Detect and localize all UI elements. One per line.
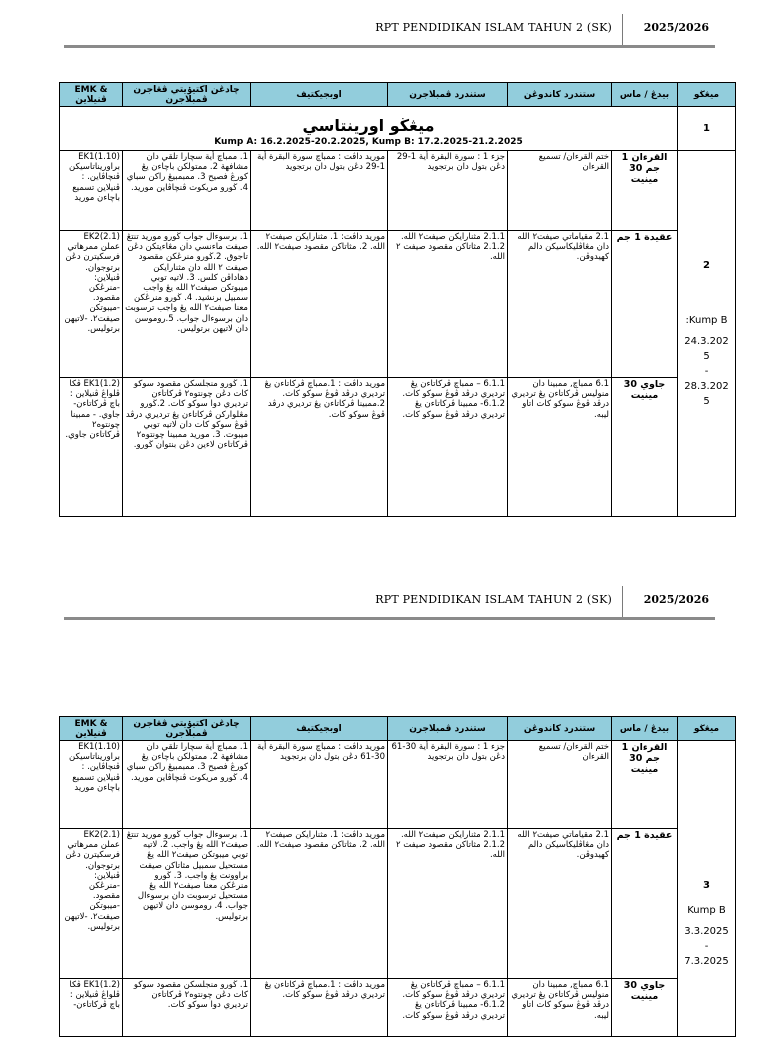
emk-cell: EK1(1.10) براوريناتاسيکن ڤنچاڤاين. : ڤنيلاين تسميع باچاءن موريد	[60, 741, 123, 829]
aktiviti-cell: 1. برسوءال جواب ڬورو موريد تنتڠ صيفت ماءنسي دان مڠاءيتکن دڠن تاجوق. 2.ڬورو منرڠکن مقصود صيفت ٢ الله دان مثنارايکن دهاداڤن کلس. 3. لاتيه توبي ميبوتکن صيفت٢ الله يڠ واجب سمبيل برنشيد. 4. ڬورو منرڠکن معنا صيفت٢ الله يڠ واجب ترسوبت دان برسوءال جواب. 5.روموسن دان لاتيهن برتوليس.	[123, 231, 251, 378]
academic-year: 2025/2026	[643, 21, 709, 34]
week-date: 28.3.202	[684, 381, 729, 392]
sk-cell: ختم القرءان/ تسميع القرءان	[508, 741, 612, 829]
orientation-title: ميڠڬو اورينتاسي	[302, 116, 435, 135]
week-group: :Kump B	[685, 315, 728, 326]
rpt-table	[59, 82, 736, 517]
objektif-cell: موريد داڤت : 1.ممباچ ڤرکاتاءن يڠ ترديري درڤد ڤوڠ سوکو کات.	[251, 979, 388, 1037]
table-row	[60, 979, 736, 1037]
bidang-cell: القرءان 1 جم 30 مينيت	[612, 151, 678, 231]
week-date: 7.3.2025	[684, 956, 729, 967]
bidang-cell: جاوي 30 مينيت	[612, 979, 678, 1037]
week-date-sep: -	[704, 366, 709, 377]
header-rule	[64, 617, 715, 620]
col-header-emk: EMK & ڤنيلاين	[60, 83, 123, 107]
sp-cell: جزء 1 : سورة البقرة أية 30-61 دڠن بتول دان برتجويد	[388, 741, 508, 829]
bidang-cell: عقيدة 1 جم	[612, 231, 678, 378]
week-cell	[678, 151, 736, 517]
header-divider	[622, 586, 623, 620]
aktiviti-cell: 1. ڬورو منجلسکن مقصود سوکو کات دڠن چونتوه٢ ڤرکاتاءن ترديري دوا سوکو کات. 2.ڬورو مڠلوارکن ڤرکاتاءن يڠ ترديري درڤد ڤوڠ سوکو کات دان لاتيه توبي ميبوت. 3. موريد ممبينا چونتوه٢ ڤرکاتاءن لاءين دڠن بنتوان ڬورو.	[123, 378, 251, 517]
aktiviti-cell: 1. ممباچ أية سچارا تلقي دان مشافهة 2. ممتولکن باچاءن يڠ کورڠ فصيح 3. ممبمبيڠ راکن سباي 4. ڬورو مريکوت ڤنچاڤاين موريد.	[123, 741, 251, 829]
col-header-aktiviti: چادڠن اکتيۏيتي ڤڠاجرن ڤمبلاجرن	[123, 83, 251, 107]
sk-cell: 2.1 مقياماتي صيفت٢ الله دان مڠاڤليکاسيکن دالم کهيدوڤن.	[508, 829, 612, 979]
objektif-cell: موريد داڤت : ممباچ سورة البقرة أية 1-29 دڠن بتول دان برتجويد	[251, 151, 388, 231]
col-header-minggu: ميڠڬو	[678, 717, 736, 741]
sk-cell: ختم القرءان/ تسميع القرءان	[508, 151, 612, 231]
orientation-dates: Kump A: 16.2.2025-20.2.2025, Kump B: 17.2.2025-21.2.2025	[214, 137, 523, 147]
emk-cell: EK1(1.10) براوريناتاسيکن ڤنچاڤاين. : ڤنيلاين تسميع باچاءن موريد	[60, 151, 123, 231]
rpt-table	[59, 716, 736, 1037]
table-row	[60, 378, 736, 517]
table-row	[60, 231, 736, 378]
objektif-cell: موريد داڤت: 1. مثنارايکن صيفت٢ الله. 2. مثاتاکن مقصود صيفت٢ الله.	[251, 231, 388, 378]
col-header-objektif: اوبجيکتيف	[251, 717, 388, 741]
col-header-emk: EMK & ڤنيلاين	[60, 717, 123, 741]
table-header-row	[60, 83, 736, 107]
week-date-sep: -	[704, 941, 709, 952]
bidang-cell: عقيدة 1 جم	[612, 829, 678, 979]
header-divider	[622, 14, 623, 48]
week-date: 3.3.2025	[684, 926, 729, 937]
table-header-row	[60, 717, 736, 741]
emk-cell: EK2(2.1) عملن ممرهاتي فرسکيترن دڠن برتوجوان. ڤنيلاين: -منرڠکن مقصود. -ميبوتکن صيفت٢. -لاتيهن برتوليس.	[60, 231, 123, 378]
header-rule	[64, 45, 715, 48]
week-number: 3	[703, 880, 710, 891]
sp-cell: 6.1.1 – ممباچ ڤرکاتاءن يڠ ترديري درڤد ڤوڠ سوکو کات. 6.1.2- ممبينا ڤرکاتاءن يڠ ترديري درڤد ڤوڠ سوکو کات.	[388, 378, 508, 517]
col-header-aktiviti: چادڠن اکتيۏيتي ڤڠاجرن ڤمبلاجرن	[123, 717, 251, 741]
week-date: 24.3.202	[684, 336, 729, 347]
bidang-cell: القرءان 1 جم 30 مينيت	[612, 741, 678, 829]
objektif-cell: موريد داڤت : 1.ممباچ ڤرکاتاءن يڠ ترديري درڤد ڤوڠ سوکو کات. 2.ممبينا ڤرکاتاءن يڠ ترديري درڤد ڤوڠ سوکو کات.	[251, 378, 388, 517]
document-title: RPT PENDIDIKAN ISLAM TAHUN 2 (SK)	[375, 593, 612, 606]
sp-cell: جزء 1 : سورة البقرة أية 1-29 دڠن بتول دان برتجويد	[388, 151, 508, 231]
week-group: Kump B	[687, 905, 726, 916]
aktiviti-cell: 1. برسوءال جواب ڬورو موريد تنتڠ صيفت٢ الله يڠ واجب. 2. لاتيه توبي ميبوتکن صيفت٢ الله يڠ مستحيل سمبيل مثاتاکن صيفت براوونت يڠ واجب. 3. ڬورو منرڠکن معنا صيفت٢ الله يڠ مستحيل ترسوبت دان برسوءال جواب. 4. روموسن دان لاتيهن برتوليس.	[123, 829, 251, 979]
week-number: 1	[678, 107, 736, 151]
table-row	[60, 741, 736, 829]
page-header	[64, 12, 715, 48]
col-header-bidang: بيدڠ / ماس	[612, 717, 678, 741]
week-date: 5	[703, 396, 710, 407]
aktiviti-cell: 1. ڬورو منجلسکن مقصود سوکو کات دڠن چونتوه٢ ڤرکاتاءن ترديري دوا سوکو کات.	[123, 979, 251, 1037]
academic-year: 2025/2026	[643, 593, 709, 606]
sk-cell: 6.1 ممباچ, ممبينا دان منوليس ڤرکاتاءن يڠ ترديري درڤد ڤوڠ سوکو کات اتاو ليبه.	[508, 979, 612, 1037]
emk-cell: EK2(2.1) عملن ممرهاتي فرسکيترن دڠن برتوجوان. ڤنيلاين: -منرڠکن مقصود. -ميبوتکن صيفت٢. -لاتيهن برتوليس.	[60, 829, 123, 979]
col-header-sp: ستندرد ڤمبلاجرن	[388, 83, 508, 107]
col-header-sp: ستندرد ڤمبلاجرن	[388, 717, 508, 741]
sp-cell: 6.1.1 – ممباچ ڤرکاتاءن يڠ ترديري درڤد ڤوڠ سوکو کات. 6.1.2- ممبينا ڤرکاتاءن يڠ ترديري درڤد ڤوڠ سوکو کات.	[388, 979, 508, 1037]
sk-cell: 6.1 ممباچ, ممبينا دان منوليس ڤرکاتاءن يڠ ترديري درڤد ڤوڠ سوکو کات اتاو ليبه.	[508, 378, 612, 517]
col-header-objektif: اوبجيکتيف	[251, 83, 388, 107]
orientation-cell	[60, 107, 678, 151]
col-header-minggu: ميڠڬو	[678, 83, 736, 107]
sk-cell: 2.1 مقياماتي صيفت٢ الله دان مڠاڤليکاسيکن دالم کهيدوڤن.	[508, 231, 612, 378]
col-header-bidang: بيدڠ / ماس	[612, 83, 678, 107]
sp-cell: 2.1.1 مثنارايکن صيفت٢ الله. 2.1.2 مثاتاکن مقصود صيفت ٢ الله.	[388, 829, 508, 979]
sp-cell: 2.1.1 مثنارايکن صيفت٢ الله. 2.1.2 مثاتاکن مقصود صيفت ٢ الله.	[388, 231, 508, 378]
objektif-cell: موريد داڤت: 1. مثنارايکن صيفت٢ الله. 2. مثاتاکن مقصود صيفت٢ الله.	[251, 829, 388, 979]
table-row	[60, 151, 736, 231]
emk-cell: EK1(1.2) ڤکا ڤلواڠ ڤنيلاين : باچ ڤرکاتاءن-	[60, 979, 123, 1037]
page-header	[64, 584, 715, 620]
col-header-sk: ستندرد کاندوڠن	[508, 717, 612, 741]
bidang-cell: جاوي 30 مينيت	[612, 378, 678, 517]
objektif-cell: موريد داڤت : ممباچ سورة البقرة أية 30-61 دڠن بتول دان برتجويد	[251, 741, 388, 829]
orientation-row	[60, 107, 736, 151]
col-header-sk: ستندرد کاندوڠن	[508, 83, 612, 107]
aktiviti-cell: 1. ممباچ أية سچارا تلقي دان مشافهة 2. ممتولکن باچاءن يڠ کورڠ فصيح 3. ممبمبيڠ راکن سباي 4. ڬورو مريکوت ڤنچاڤاين موريد.	[123, 151, 251, 231]
week-date: 5	[703, 351, 710, 362]
document-title: RPT PENDIDIKAN ISLAM TAHUN 2 (SK)	[375, 21, 612, 34]
table-row	[60, 829, 736, 979]
emk-cell: EK1(1.2) ڤکا ڤلواڠ ڤنيلاين : باچ ڤرکاتاءن- جاوي. - ممبينا چونتوه٢ ڤرکاتاءن جاوي.	[60, 378, 123, 517]
week-cell	[678, 741, 736, 1037]
week-number: 2	[703, 260, 710, 271]
